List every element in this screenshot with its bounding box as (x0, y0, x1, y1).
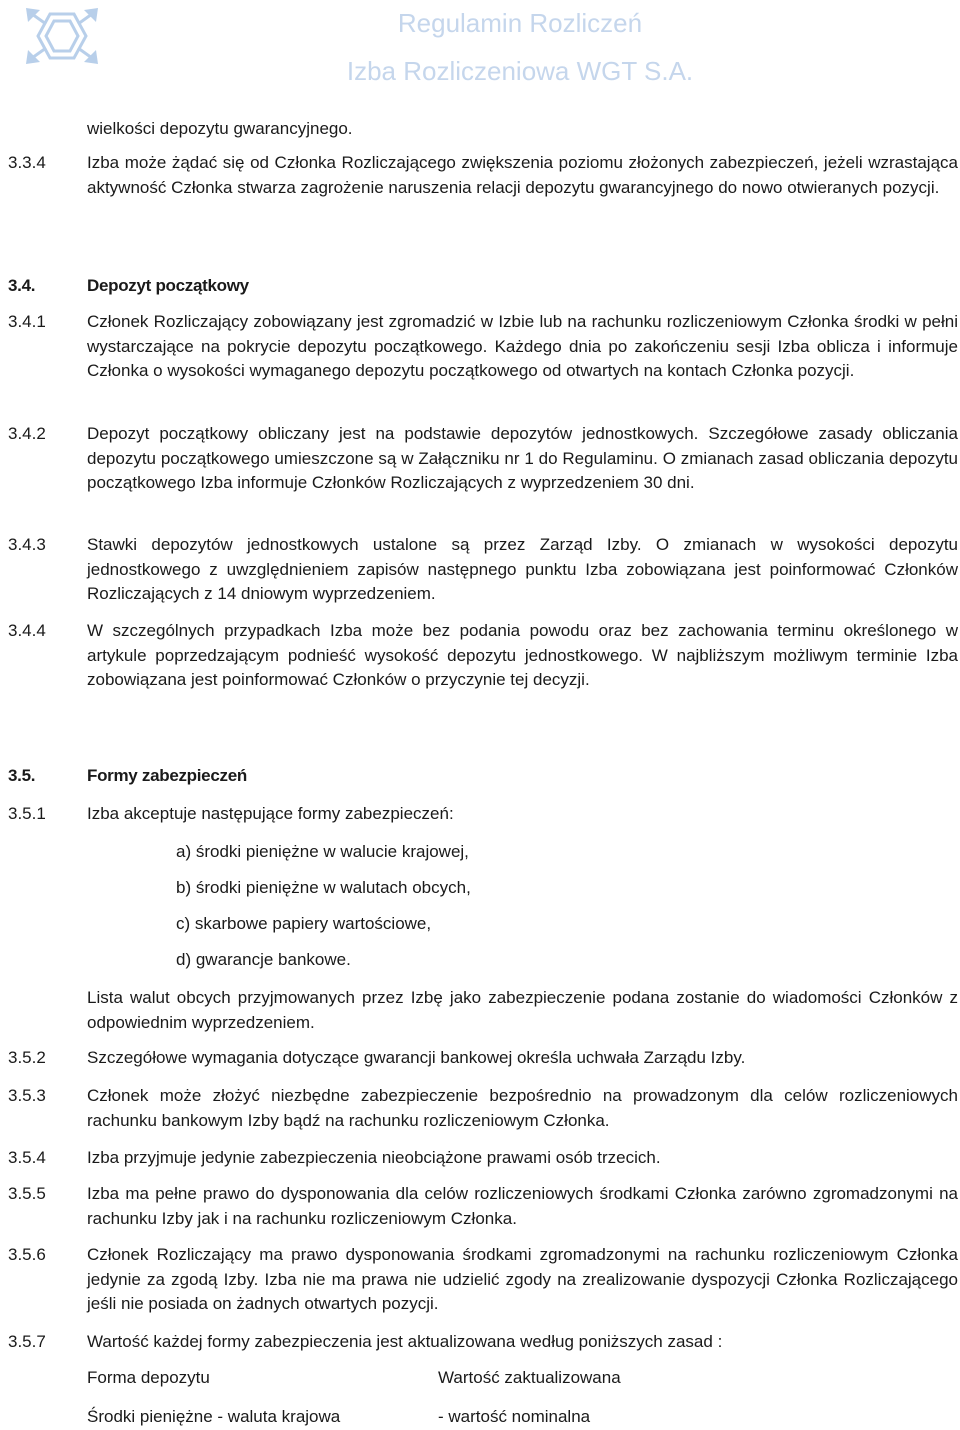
section-title: Depozyt początkowy (87, 276, 249, 295)
paragraph-number: 3.4.1 (8, 312, 46, 331)
paragraph-3-5-3 (8, 1084, 958, 1133)
section-number: 3.5. (8, 766, 36, 785)
paragraph-text: Izba przyjmuje jedynie zabezpieczenia nieobciążone prawami osób trzecich. (87, 1148, 661, 1167)
paragraph-text: Członek może złożyć niezbędne zabezpieczenie bezpośrednio na prowadzonym dla celów rozliczeniowych rachunku bankowym Izby bądź na rachunku rozliczeniowym Członka. (87, 1086, 958, 1130)
clearing-house-logo-icon (20, 4, 104, 68)
paragraph-3-4-3 (8, 533, 958, 607)
paragraph-number: 3.5.6 (8, 1245, 46, 1264)
list-item: c) skarbowe papiery wartościowe, (176, 914, 432, 933)
table-cell: - wartość nominalna (438, 1407, 591, 1426)
document-title: Regulamin Rozliczeń (397, 8, 643, 38)
paragraph-3-4-2 (8, 422, 958, 496)
paragraph-text: Izba ma pełne prawo do dysponowania dla celów rozliczeniowych środkami Członka zarówno zgromadzonymi na rachunku Izby jak i na rachunku rozliczeniowym Członka. (87, 1184, 958, 1228)
section-number: 3.4. (8, 276, 36, 295)
paragraph-text: Wartość każdej formy zabezpieczenia jest aktualizowana według poniższych zasad : (87, 1332, 723, 1351)
paragraph-text: W szczególnych przypadkach Izba może bez podania powodu oraz bez zachowania terminu określonego w artykule poprzedzającym podnieść wysokość depozytu jednostkowego. W najbliższym możliwym terminie Izba zobowiązana jest poinformować Członków o przyczynie tej decyzji. (87, 621, 958, 689)
forms-note (8, 986, 958, 1035)
paragraph-number: 3.5.1 (8, 804, 46, 823)
paragraph-3-4-4 (8, 619, 958, 693)
paragraph-text: Stawki depozytów jednostkowych ustalone są przez Zarząd Izby. O zmianach w wysokości depozytu jednostkowego z uwzględnieniem zapisów następnego punktu Izba zobowiązana jest poinformować Członków Rozliczających z 14 dniowym wyprzedzeniem. (87, 535, 958, 603)
note-text: Lista walut obcych przyjmowanych przez Izbę jako zabezpieczenie podana zostanie do wiadomości Członków z odpowiednim wyprzedzeniem. (87, 988, 958, 1032)
document-subtitle: Izba Rozliczeniowa WGT S.A. (346, 56, 694, 86)
paragraph-3-4-1 (8, 310, 958, 384)
paragraph-number: 3.5.3 (8, 1086, 46, 1105)
paragraph-3-5-1 (8, 802, 958, 827)
paragraph-number: 3.4.2 (8, 424, 46, 443)
paragraph-number: 3.5.5 (8, 1184, 46, 1203)
list-item: a) środki pieniężne w walucie krajowej, (176, 842, 469, 861)
paragraph-3-5-5 (8, 1182, 958, 1231)
paragraph-number: 3.3.4 (8, 153, 46, 172)
paragraph-number: 3.5.4 (8, 1148, 46, 1167)
paragraph-text: Szczegółowe wymagania dotyczące gwarancji bankowej określa uchwała Zarządu Izby. (87, 1048, 746, 1067)
paragraph-text: Izba akceptuje następujące formy zabezpieczeń: (87, 804, 454, 823)
paragraph-3-5-6 (8, 1243, 958, 1317)
list-item: b) środki pieniężne w walutach obcych, (176, 878, 471, 897)
paragraph-text: Członek Rozliczający zobowiązany jest zgromadzić w Izbie lub na rachunku rozliczeniowym Członka środki w pełni wystarczające na pokrycie depozytu początkowego. Każdego dnia po zakończeniu sesji Izba oblicza i informuje Członka o wysokości wymaganego depozytu początkowego od otwartych na kontach Członka pozycji. (87, 312, 958, 380)
section-heading-3-4 (8, 274, 958, 299)
paragraph-text: Izba może żądać się od Członka Rozliczającego zwiększenia poziomu złożonych zabezpieczeń, jeżeli wzrastająca aktywność Członka stwarza zagrożenie naruszenia relacji depozytu gwarancyjnego do nowo otwieranych pozycji. (87, 153, 958, 197)
paragraph-text: Depozyt początkowy obliczany jest na podstawie depozytów jednostkowych. Szczegółowe zasady obliczania depozytu początkowego umieszczone są w Załączniku nr 1 do Regulaminu. O zmianach zasad obliczania depozytu początkowego Izba informuje Członków Rozliczających z wyprzedzeniem 30 dni. (87, 424, 958, 492)
paragraph-number: 3.5.2 (8, 1048, 46, 1067)
table-cell: Środki pieniężne - waluta krajowa (87, 1407, 341, 1426)
paragraph-number: 3.4.3 (8, 535, 46, 554)
paragraph-number: 3.4.4 (8, 621, 46, 640)
section-heading-3-5 (8, 764, 958, 789)
paragraph-3-3-4 (8, 151, 958, 200)
section-title: Formy zabezpieczeń (87, 766, 247, 785)
paragraph-number: 3.5.7 (8, 1332, 46, 1351)
paragraph-text: Członek Rozliczający ma prawo dysponowania środkami zgromadzonymi na rachunku rozliczeniowym Członka jedynie za zgodą Izby. Izba nie ma prawa nie udzielić zgody na zrealizowanie dyspozycji Członka Rozliczającego jeśli nie posiada on żadnych otwartych pozycji. (87, 1245, 958, 1313)
continuation-text: wielkości depozytu gwarancyjnego. (87, 119, 353, 138)
paragraph-3-5-2 (8, 1046, 958, 1071)
list-item: d) gwarancje bankowe. (176, 950, 351, 969)
paragraph-3-5-7 (8, 1330, 958, 1355)
paragraph-3-5-4 (8, 1146, 958, 1171)
continuation-paragraph (8, 117, 958, 142)
table-header-value: Wartość zaktualizowana (438, 1368, 621, 1387)
table-header-form: Forma depozytu (87, 1368, 210, 1387)
